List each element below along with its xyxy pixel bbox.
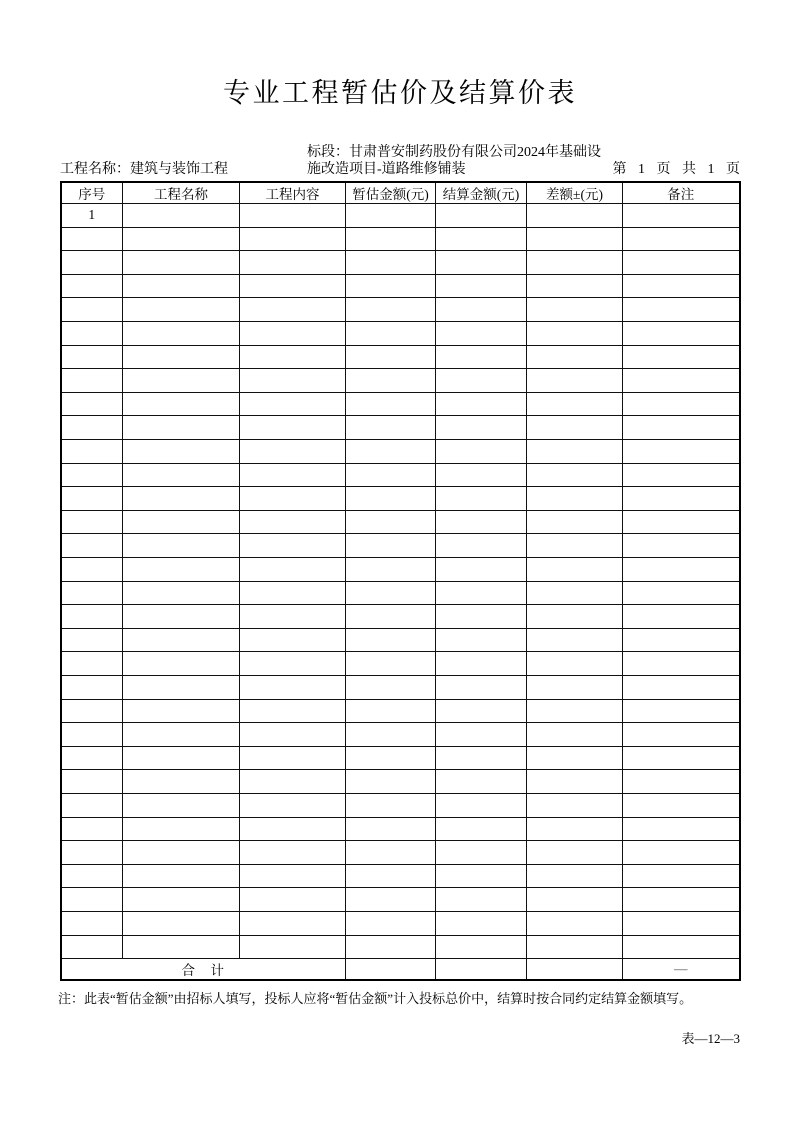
table-cell bbox=[623, 888, 740, 912]
table-row bbox=[61, 911, 740, 935]
table-cell bbox=[436, 534, 527, 558]
table-cell bbox=[240, 487, 346, 511]
table-row bbox=[61, 440, 740, 464]
table-cell bbox=[623, 510, 740, 534]
table-cell bbox=[436, 864, 527, 888]
table-cell bbox=[240, 841, 346, 865]
table-cell bbox=[61, 605, 123, 629]
project-name-label: 工程名称： bbox=[60, 162, 130, 178]
column-header-estimate-amount: 暂估金额(元) bbox=[346, 182, 436, 204]
table-cell bbox=[436, 605, 527, 629]
table-cell bbox=[623, 628, 740, 652]
total-estimate-cell bbox=[346, 959, 436, 981]
table-cell bbox=[346, 392, 436, 416]
table-cell bbox=[436, 817, 527, 841]
table-cell bbox=[123, 628, 240, 652]
table-cell bbox=[61, 817, 123, 841]
table-cell bbox=[240, 510, 346, 534]
table-cell bbox=[240, 581, 346, 605]
table-cell bbox=[346, 204, 436, 228]
table-cell bbox=[123, 841, 240, 865]
table-cell bbox=[61, 534, 123, 558]
table-cell bbox=[623, 652, 740, 676]
table-row bbox=[61, 793, 740, 817]
table-cell bbox=[123, 487, 240, 511]
table-cell bbox=[240, 274, 346, 298]
table-row bbox=[61, 558, 740, 582]
table-cell bbox=[527, 841, 623, 865]
table-cell bbox=[346, 675, 436, 699]
table-cell bbox=[61, 841, 123, 865]
table-cell bbox=[623, 369, 740, 393]
table-cell bbox=[61, 558, 123, 582]
table-cell bbox=[436, 274, 527, 298]
section-value: 甘肃普安制药股份有限公司2024年基础设施改造项目-道路维修铺装 bbox=[307, 145, 601, 178]
table-cell bbox=[436, 581, 527, 605]
footnote: 注：此表“暂估金额”由招标人填写，投标人应将“暂估金额”计入投标总价中，结算时按合同约定结算金额填写。 bbox=[58, 991, 693, 1007]
table-cell bbox=[123, 440, 240, 464]
table-row bbox=[61, 581, 740, 605]
table-cell bbox=[123, 864, 240, 888]
table-cell bbox=[61, 463, 123, 487]
table-cell bbox=[436, 911, 527, 935]
table-row bbox=[61, 463, 740, 487]
table-cell bbox=[240, 605, 346, 629]
table-row bbox=[61, 770, 740, 794]
table-row bbox=[61, 675, 740, 699]
table-cell bbox=[123, 581, 240, 605]
table-cell bbox=[61, 440, 123, 464]
table-row bbox=[61, 510, 740, 534]
table-cell bbox=[61, 723, 123, 747]
table-cell bbox=[346, 440, 436, 464]
table-cell bbox=[346, 723, 436, 747]
table-cell bbox=[346, 510, 436, 534]
table-cell bbox=[436, 841, 527, 865]
table-row bbox=[61, 274, 740, 298]
table-cell bbox=[527, 227, 623, 251]
table-cell bbox=[436, 345, 527, 369]
table-cell bbox=[527, 251, 623, 275]
table-cell bbox=[527, 510, 623, 534]
table-cell bbox=[346, 652, 436, 676]
table-cell bbox=[61, 510, 123, 534]
table-cell bbox=[527, 888, 623, 912]
table-cell bbox=[123, 534, 240, 558]
table-cell bbox=[240, 746, 346, 770]
table-cell bbox=[346, 345, 436, 369]
table-cell bbox=[623, 911, 740, 935]
table-cell bbox=[527, 723, 623, 747]
header-row bbox=[61, 182, 740, 204]
total-settlement-cell bbox=[436, 959, 527, 981]
table-cell bbox=[240, 251, 346, 275]
table-cell bbox=[123, 298, 240, 322]
table-cell bbox=[436, 628, 527, 652]
table-cell bbox=[527, 345, 623, 369]
table-cell bbox=[527, 817, 623, 841]
table-cell bbox=[527, 935, 623, 959]
table-cell bbox=[527, 793, 623, 817]
table-cell bbox=[346, 369, 436, 393]
table-cell bbox=[436, 652, 527, 676]
table-cell bbox=[623, 440, 740, 464]
table-cell bbox=[346, 864, 436, 888]
table-cell bbox=[346, 628, 436, 652]
table-cell bbox=[123, 274, 240, 298]
table-cell bbox=[623, 841, 740, 865]
table-cell bbox=[436, 298, 527, 322]
project-name-line bbox=[60, 161, 307, 178]
table-cell bbox=[240, 770, 346, 794]
table-cell bbox=[623, 416, 740, 440]
total-remark-cell: — bbox=[623, 959, 740, 981]
table-cell bbox=[623, 793, 740, 817]
table-cell bbox=[436, 558, 527, 582]
table-cell bbox=[240, 935, 346, 959]
table-cell bbox=[436, 463, 527, 487]
table-cell bbox=[527, 864, 623, 888]
table-cell bbox=[623, 345, 740, 369]
table-cell bbox=[623, 770, 740, 794]
table-cell bbox=[61, 699, 123, 723]
table-cell bbox=[527, 652, 623, 676]
table-cell bbox=[61, 652, 123, 676]
page-number-info: 第 1 页 共 1 页 bbox=[612, 162, 740, 178]
table-cell bbox=[123, 652, 240, 676]
table-cell bbox=[61, 392, 123, 416]
table-row bbox=[61, 864, 740, 888]
table-cell bbox=[527, 628, 623, 652]
project-name-value: 建筑与装饰工程 bbox=[130, 162, 228, 178]
table-cell bbox=[240, 675, 346, 699]
table-cell bbox=[346, 322, 436, 346]
column-header-settlement-amount: 结算金额(元) bbox=[436, 182, 527, 204]
column-header-seq: 序号 bbox=[61, 182, 123, 204]
table-cell bbox=[527, 699, 623, 723]
table-cell bbox=[623, 746, 740, 770]
table-row bbox=[61, 298, 740, 322]
table-cell bbox=[61, 888, 123, 912]
table-cell bbox=[346, 793, 436, 817]
table-cell bbox=[346, 487, 436, 511]
table-row bbox=[61, 652, 740, 676]
table-cell bbox=[623, 675, 740, 699]
table-cell bbox=[61, 227, 123, 251]
table-cell bbox=[240, 392, 346, 416]
table-cell bbox=[346, 534, 436, 558]
table-cell bbox=[623, 581, 740, 605]
table-cell bbox=[123, 746, 240, 770]
table-cell bbox=[346, 298, 436, 322]
table-cell bbox=[61, 416, 123, 440]
table-row bbox=[61, 699, 740, 723]
table-cell bbox=[623, 322, 740, 346]
table-cell bbox=[123, 369, 240, 393]
table-cell: 1 bbox=[61, 204, 123, 228]
table-cell bbox=[240, 911, 346, 935]
table-cell bbox=[61, 770, 123, 794]
column-header-project-name: 工程名称 bbox=[123, 182, 240, 204]
table-cell bbox=[123, 392, 240, 416]
table-row bbox=[61, 935, 740, 959]
table-cell bbox=[527, 322, 623, 346]
table-cell bbox=[240, 369, 346, 393]
table-cell bbox=[61, 628, 123, 652]
table-cell bbox=[436, 204, 527, 228]
table-row bbox=[61, 227, 740, 251]
table-cell bbox=[436, 675, 527, 699]
table-cell bbox=[240, 416, 346, 440]
table-row bbox=[61, 369, 740, 393]
table-cell bbox=[346, 416, 436, 440]
table-cell bbox=[346, 888, 436, 912]
table-cell bbox=[61, 581, 123, 605]
table-cell bbox=[436, 770, 527, 794]
table-cell bbox=[527, 274, 623, 298]
table-cell bbox=[436, 746, 527, 770]
table-cell bbox=[240, 204, 346, 228]
table-cell bbox=[623, 605, 740, 629]
table-cell bbox=[123, 699, 240, 723]
table-cell bbox=[123, 204, 240, 228]
table-row bbox=[61, 534, 740, 558]
table-cell bbox=[240, 652, 346, 676]
table-row bbox=[61, 817, 740, 841]
table-cell bbox=[61, 675, 123, 699]
table-body bbox=[61, 204, 740, 959]
table-cell bbox=[61, 274, 123, 298]
table-cell bbox=[346, 227, 436, 251]
table-cell bbox=[623, 699, 740, 723]
table-cell bbox=[527, 746, 623, 770]
table-cell bbox=[527, 440, 623, 464]
table-cell bbox=[346, 935, 436, 959]
column-header-project-content: 工程内容 bbox=[240, 182, 346, 204]
table-cell bbox=[240, 440, 346, 464]
table-row bbox=[61, 628, 740, 652]
table-cell bbox=[61, 345, 123, 369]
table-cell bbox=[527, 558, 623, 582]
table-cell bbox=[123, 911, 240, 935]
table-cell bbox=[123, 888, 240, 912]
table-row bbox=[61, 746, 740, 770]
table-cell bbox=[527, 416, 623, 440]
table-cell bbox=[623, 534, 740, 558]
table-cell bbox=[623, 251, 740, 275]
table-cell bbox=[123, 227, 240, 251]
table-cell bbox=[61, 864, 123, 888]
table-cell bbox=[123, 510, 240, 534]
form-meta bbox=[60, 144, 740, 178]
table-cell bbox=[623, 723, 740, 747]
table-cell bbox=[623, 227, 740, 251]
table-cell bbox=[240, 558, 346, 582]
table-cell bbox=[61, 251, 123, 275]
column-header-remark: 备注 bbox=[623, 182, 740, 204]
table-cell bbox=[123, 463, 240, 487]
table-cell bbox=[240, 463, 346, 487]
table-cell bbox=[436, 487, 527, 511]
table-cell bbox=[436, 322, 527, 346]
table-cell bbox=[527, 675, 623, 699]
table-cell bbox=[527, 204, 623, 228]
table-cell bbox=[623, 864, 740, 888]
table-cell bbox=[436, 935, 527, 959]
table-row bbox=[61, 345, 740, 369]
table-cell bbox=[346, 770, 436, 794]
form-code: 表—12—3 bbox=[681, 1031, 740, 1047]
table-cell bbox=[61, 487, 123, 511]
table-cell bbox=[123, 770, 240, 794]
table-cell bbox=[123, 345, 240, 369]
table-row bbox=[61, 605, 740, 629]
table-cell bbox=[436, 888, 527, 912]
table-cell bbox=[623, 392, 740, 416]
table-cell bbox=[61, 369, 123, 393]
table-cell bbox=[623, 274, 740, 298]
table-cell bbox=[527, 605, 623, 629]
table-row bbox=[61, 204, 740, 228]
table-row bbox=[61, 888, 740, 912]
provisional-price-table bbox=[60, 181, 741, 981]
total-label: 合 计 bbox=[61, 959, 346, 981]
table-cell bbox=[436, 392, 527, 416]
table-cell bbox=[123, 817, 240, 841]
table-cell bbox=[240, 699, 346, 723]
table-cell bbox=[436, 251, 527, 275]
table-cell bbox=[346, 558, 436, 582]
table-cell bbox=[240, 322, 346, 346]
table-cell bbox=[623, 463, 740, 487]
table-cell bbox=[623, 487, 740, 511]
table-cell bbox=[123, 935, 240, 959]
table-row bbox=[61, 416, 740, 440]
table-cell bbox=[240, 298, 346, 322]
table-cell bbox=[436, 369, 527, 393]
table-cell bbox=[527, 770, 623, 794]
table-cell bbox=[623, 817, 740, 841]
table-cell bbox=[623, 935, 740, 959]
table-cell bbox=[346, 841, 436, 865]
table-cell bbox=[123, 322, 240, 346]
table-cell bbox=[436, 699, 527, 723]
table-cell bbox=[61, 298, 123, 322]
table-cell bbox=[240, 534, 346, 558]
table-cell bbox=[346, 274, 436, 298]
table-cell bbox=[436, 510, 527, 534]
table-cell bbox=[240, 864, 346, 888]
table-cell bbox=[61, 911, 123, 935]
table-cell bbox=[61, 322, 123, 346]
table-cell bbox=[527, 581, 623, 605]
table-cell bbox=[123, 675, 240, 699]
table-cell bbox=[123, 251, 240, 275]
table-cell bbox=[240, 793, 346, 817]
table-cell bbox=[436, 416, 527, 440]
table-cell bbox=[240, 628, 346, 652]
table-row bbox=[61, 392, 740, 416]
table-cell bbox=[346, 746, 436, 770]
table-cell bbox=[346, 699, 436, 723]
page-title: 专业工程暂估价及结算价表 bbox=[223, 78, 577, 108]
table-cell bbox=[346, 817, 436, 841]
table-cell bbox=[436, 793, 527, 817]
table-row bbox=[61, 251, 740, 275]
table-cell bbox=[436, 723, 527, 747]
table-cell bbox=[123, 723, 240, 747]
column-header-difference: 差额±(元) bbox=[527, 182, 623, 204]
table-cell bbox=[240, 723, 346, 747]
total-difference-cell bbox=[527, 959, 623, 981]
table-cell bbox=[346, 605, 436, 629]
table-cell bbox=[123, 605, 240, 629]
table-cell bbox=[527, 534, 623, 558]
table-cell bbox=[527, 487, 623, 511]
total-row bbox=[61, 959, 740, 981]
table-cell bbox=[436, 227, 527, 251]
table-cell bbox=[123, 416, 240, 440]
table-cell bbox=[61, 746, 123, 770]
table-row bbox=[61, 487, 740, 511]
table-cell bbox=[527, 392, 623, 416]
table-row bbox=[61, 723, 740, 747]
section-line bbox=[307, 144, 607, 178]
table-cell bbox=[346, 463, 436, 487]
table-cell bbox=[61, 935, 123, 959]
table-cell bbox=[623, 558, 740, 582]
table-cell bbox=[527, 369, 623, 393]
table-cell bbox=[346, 251, 436, 275]
table-cell bbox=[61, 793, 123, 817]
table-cell bbox=[240, 227, 346, 251]
table-cell bbox=[527, 911, 623, 935]
section-label: 标段： bbox=[307, 145, 349, 161]
table-cell bbox=[240, 817, 346, 841]
table-cell bbox=[436, 440, 527, 464]
table-row bbox=[61, 841, 740, 865]
table-cell bbox=[123, 793, 240, 817]
table-cell bbox=[527, 463, 623, 487]
table-cell bbox=[623, 204, 740, 228]
table-cell bbox=[527, 298, 623, 322]
table-cell bbox=[123, 558, 240, 582]
table-cell bbox=[240, 345, 346, 369]
table-cell bbox=[346, 581, 436, 605]
table-cell bbox=[240, 888, 346, 912]
table-row bbox=[61, 322, 740, 346]
table-cell bbox=[346, 911, 436, 935]
table-cell bbox=[623, 298, 740, 322]
